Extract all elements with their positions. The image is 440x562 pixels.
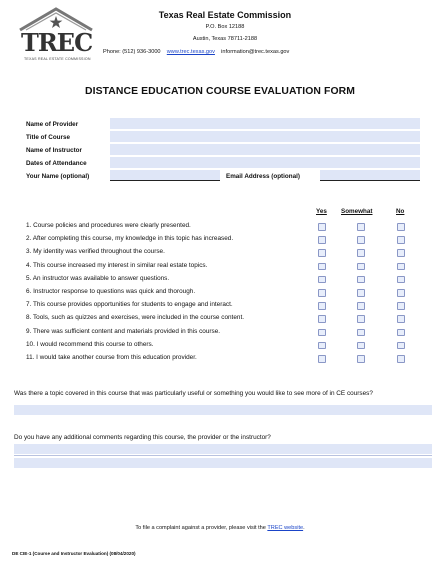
question-text: 11. I would take another course from this education provider. [26,354,197,361]
website-link[interactable]: www.trec.texas.gov [166,49,215,55]
no-checkbox[interactable] [397,249,405,257]
po-box: P.O. Box 12188 [205,24,245,30]
dates-field[interactable] [110,157,420,168]
somewhat-checkbox[interactable] [357,315,365,323]
complaint-note [0,525,440,531]
trec-website-link[interactable]: TREC website [267,525,304,531]
question-text: 4. This course increased my interest in similar real estate topics. [26,261,208,269]
question-text: 9. There was sufficient content and materials provided in this course. [26,327,221,335]
yes-checkbox[interactable] [318,289,326,297]
form-title: DISTANCE EDUCATION COURSE EVALUATION FORM [84,86,356,97]
question-text: 2. After completing this course, my knowledge in this topic has increased. [26,235,234,243]
somewhat-checkbox[interactable] [357,276,365,284]
your-name-field[interactable] [110,170,220,181]
yes-checkbox[interactable] [318,355,326,363]
somewhat-checkbox[interactable] [357,302,365,310]
complaint-text: To file a complaint against a provider, please visit the [135,525,266,531]
instructor-field[interactable] [110,144,420,155]
question-text: 3. My identity was verified throughout the course. [26,248,165,256]
question-text: 10. I would recommend this course to others. [26,340,154,348]
yes-checkbox[interactable] [318,236,326,244]
your-name-label: Your Name (optional) [26,173,90,180]
yes-checkbox[interactable] [318,342,326,350]
email-label: Email Address (optional) [226,173,300,180]
yes-checkbox[interactable] [318,329,326,337]
comments-field-line-1[interactable] [14,444,432,454]
contact-line [103,49,289,55]
no-checkbox[interactable] [397,329,405,337]
city-line: Austin, Texas 78711-2188 [192,36,258,42]
no-checkbox[interactable] [397,355,405,363]
divider [14,455,432,456]
no-checkbox[interactable] [397,276,405,284]
email-text: information@trec.texas.gov [221,49,290,55]
somewhat-checkbox[interactable] [357,263,365,271]
no-checkbox[interactable] [397,342,405,350]
course-label: Title of Course [26,134,70,141]
question-text: 6. Instructor response to questions was quick and thorough. [26,288,196,295]
course-field[interactable] [110,131,420,142]
provider-label: Name of Provider [26,121,79,128]
somewhat-checkbox[interactable] [357,223,365,231]
topic-answer-field[interactable] [14,405,432,415]
logo-subtext: TEXAS REAL ESTATE COMMISSION [24,57,91,61]
somewhat-checkbox[interactable] [357,329,365,337]
comments-question: Do you have any additional comments regarding this course, the provider or the instructor? [14,434,271,441]
somewhat-header: Somewhat [341,208,373,215]
email-field[interactable] [320,170,420,181]
question-text: 8. Tools, such as quizzes and exercises, were included in the course content. [26,314,244,322]
yes-checkbox[interactable] [318,315,326,323]
yes-checkbox[interactable] [318,249,326,257]
question-text: 5. An instructor was available to answer questions. [26,274,170,282]
somewhat-checkbox[interactable] [357,236,365,244]
complaint-end: . [303,525,305,531]
provider-field[interactable] [110,118,420,129]
somewhat-checkbox[interactable] [357,289,365,297]
org-name: Texas Real Estate Commission [158,10,292,20]
comments-field-line-2[interactable] [14,458,432,468]
somewhat-checkbox[interactable] [357,355,365,363]
no-checkbox[interactable] [397,236,405,244]
logo-wordmark: TREC [21,28,93,57]
no-checkbox[interactable] [397,263,405,271]
topic-question: Was there a topic covered in this course that was particularly useful or something you would like to see more of in CE courses? [14,390,373,397]
no-checkbox[interactable] [397,289,405,297]
no-checkbox[interactable] [397,302,405,310]
yes-checkbox[interactable] [318,263,326,271]
somewhat-checkbox[interactable] [357,249,365,257]
somewhat-checkbox[interactable] [357,342,365,350]
instructor-label: Name of Instructor [26,147,82,154]
trec-logo [18,6,94,64]
no-header: No [396,208,405,215]
phone-text: Phone: (512) 936-3000 [103,49,161,55]
no-checkbox[interactable] [397,315,405,323]
dates-label: Dates of Attendance [26,160,87,167]
yes-header: Yes [316,208,327,215]
question-text: 7. This course provides opportunities for students to engage and interact. [26,301,233,309]
no-checkbox[interactable] [397,223,405,231]
yes-checkbox[interactable] [318,302,326,310]
yes-checkbox[interactable] [318,276,326,284]
question-text: 1. Course policies and procedures were clearly presented. [26,222,191,229]
yes-checkbox[interactable] [318,223,326,231]
document-code: DE CIE-1 (Course and Instructor Evaluation) (08/04/2020) [12,551,136,556]
